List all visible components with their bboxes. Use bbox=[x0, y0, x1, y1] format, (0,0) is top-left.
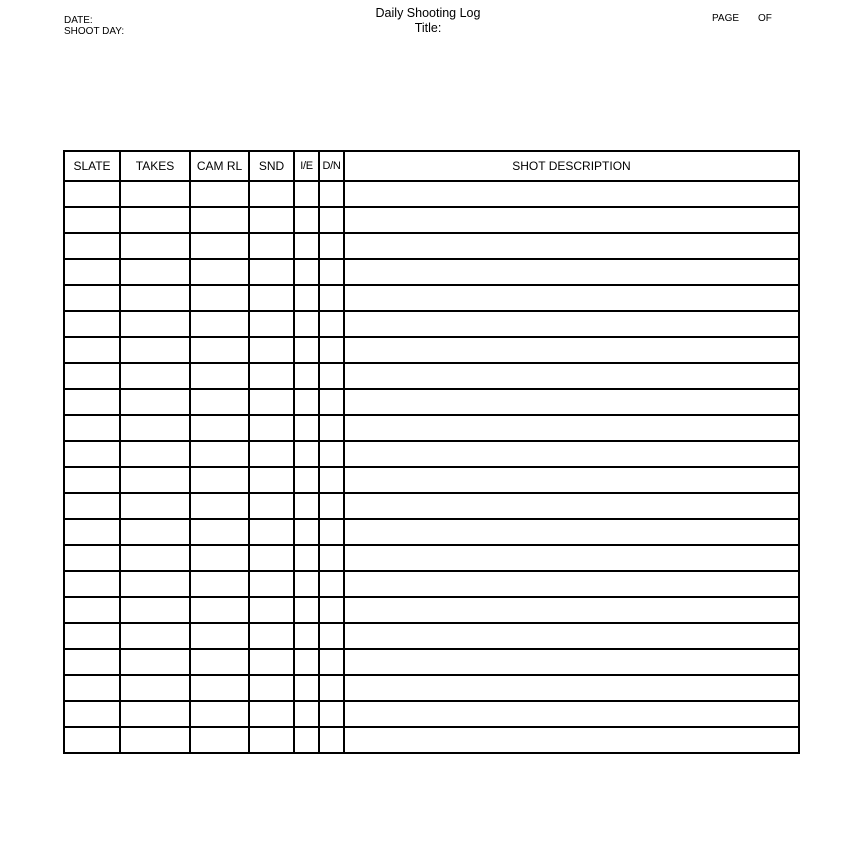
cell-snd[interactable] bbox=[249, 337, 294, 363]
page-label: PAGE bbox=[712, 13, 740, 24]
cell-slate[interactable] bbox=[64, 181, 120, 207]
cell-shot-description[interactable] bbox=[344, 545, 799, 571]
table-row bbox=[64, 727, 799, 753]
cell-snd[interactable] bbox=[249, 727, 294, 753]
cell-snd[interactable] bbox=[249, 545, 294, 571]
cell-cam-rl[interactable] bbox=[190, 259, 249, 285]
cell-ie[interactable] bbox=[294, 571, 319, 597]
cell-ie[interactable] bbox=[294, 337, 319, 363]
cell-slate[interactable] bbox=[64, 337, 120, 363]
table-row bbox=[64, 493, 799, 519]
table-row bbox=[64, 363, 799, 389]
cell-dn[interactable] bbox=[319, 701, 344, 727]
cell-takes[interactable] bbox=[120, 493, 190, 519]
cell-cam-rl[interactable] bbox=[190, 597, 249, 623]
cell-snd[interactable] bbox=[249, 181, 294, 207]
table-row bbox=[64, 337, 799, 363]
shooting-log-table bbox=[63, 150, 800, 754]
cell-takes[interactable] bbox=[120, 441, 190, 467]
cell-shot-description[interactable] bbox=[344, 441, 799, 467]
cell-snd[interactable] bbox=[249, 233, 294, 259]
column-header-takes: TAKES bbox=[120, 151, 190, 181]
cell-shot-description[interactable] bbox=[344, 415, 799, 441]
cell-takes[interactable] bbox=[120, 389, 190, 415]
cell-takes[interactable] bbox=[120, 233, 190, 259]
cell-cam-rl[interactable] bbox=[190, 181, 249, 207]
column-header-ie: I/E bbox=[294, 151, 319, 181]
cell-cam-rl[interactable] bbox=[190, 467, 249, 493]
cell-snd[interactable] bbox=[249, 415, 294, 441]
cell-slate[interactable] bbox=[64, 597, 120, 623]
cell-takes[interactable] bbox=[120, 519, 190, 545]
cell-shot-description[interactable] bbox=[344, 311, 799, 337]
date-label: DATE: bbox=[64, 15, 93, 26]
cell-dn[interactable] bbox=[319, 337, 344, 363]
cell-snd[interactable] bbox=[249, 571, 294, 597]
cell-slate[interactable] bbox=[64, 545, 120, 571]
cell-dn[interactable] bbox=[319, 441, 344, 467]
cell-slate[interactable] bbox=[64, 311, 120, 337]
cell-cam-rl[interactable] bbox=[190, 233, 249, 259]
cell-ie[interactable] bbox=[294, 675, 319, 701]
cell-dn[interactable] bbox=[319, 259, 344, 285]
cell-shot-description[interactable] bbox=[344, 181, 799, 207]
cell-dn[interactable] bbox=[319, 675, 344, 701]
cell-snd[interactable] bbox=[249, 311, 294, 337]
cell-dn[interactable] bbox=[319, 571, 344, 597]
cell-ie[interactable] bbox=[294, 493, 319, 519]
cell-cam-rl[interactable] bbox=[190, 311, 249, 337]
cell-ie[interactable] bbox=[294, 441, 319, 467]
cell-takes[interactable] bbox=[120, 207, 190, 233]
cell-dn[interactable] bbox=[319, 545, 344, 571]
cell-snd[interactable] bbox=[249, 597, 294, 623]
cell-slate[interactable] bbox=[64, 467, 120, 493]
cell-ie[interactable] bbox=[294, 259, 319, 285]
cell-shot-description[interactable] bbox=[344, 649, 799, 675]
cell-slate[interactable] bbox=[64, 363, 120, 389]
of-label: OF bbox=[758, 13, 772, 24]
column-header-dn: D/N bbox=[319, 151, 344, 181]
cell-dn[interactable] bbox=[319, 493, 344, 519]
cell-ie[interactable] bbox=[294, 285, 319, 311]
cell-slate[interactable] bbox=[64, 493, 120, 519]
cell-snd[interactable] bbox=[249, 207, 294, 233]
cell-takes[interactable] bbox=[120, 623, 190, 649]
table-row bbox=[64, 701, 799, 727]
cell-dn[interactable] bbox=[319, 467, 344, 493]
cell-cam-rl[interactable] bbox=[190, 675, 249, 701]
column-header-shot-description: SHOT DESCRIPTION bbox=[344, 151, 799, 181]
cell-slate[interactable] bbox=[64, 727, 120, 753]
table-row bbox=[64, 545, 799, 571]
table-row bbox=[64, 597, 799, 623]
cell-dn[interactable] bbox=[319, 389, 344, 415]
cell-takes[interactable] bbox=[120, 649, 190, 675]
cell-dn[interactable] bbox=[319, 311, 344, 337]
cell-snd[interactable] bbox=[249, 363, 294, 389]
table-row bbox=[64, 467, 799, 493]
cell-cam-rl[interactable] bbox=[190, 493, 249, 519]
cell-snd[interactable] bbox=[249, 389, 294, 415]
cell-shot-description[interactable] bbox=[344, 285, 799, 311]
cell-slate[interactable] bbox=[64, 259, 120, 285]
cell-snd[interactable] bbox=[249, 441, 294, 467]
title-label: Title: bbox=[414, 21, 442, 35]
cell-cam-rl[interactable] bbox=[190, 415, 249, 441]
cell-takes[interactable] bbox=[120, 363, 190, 389]
cell-cam-rl[interactable] bbox=[190, 545, 249, 571]
table-row bbox=[64, 311, 799, 337]
cell-takes[interactable] bbox=[120, 181, 190, 207]
cell-takes[interactable] bbox=[120, 259, 190, 285]
cell-snd[interactable] bbox=[249, 649, 294, 675]
table-row bbox=[64, 233, 799, 259]
cell-shot-description[interactable] bbox=[344, 389, 799, 415]
table-row bbox=[64, 259, 799, 285]
cell-dn[interactable] bbox=[319, 597, 344, 623]
cell-shot-description[interactable] bbox=[344, 259, 799, 285]
cell-cam-rl[interactable] bbox=[190, 285, 249, 311]
cell-dn[interactable] bbox=[319, 207, 344, 233]
cell-slate[interactable] bbox=[64, 441, 120, 467]
cell-ie[interactable] bbox=[294, 649, 319, 675]
cell-shot-description[interactable] bbox=[344, 363, 799, 389]
cell-ie[interactable] bbox=[294, 181, 319, 207]
cell-takes[interactable] bbox=[120, 545, 190, 571]
cell-ie[interactable] bbox=[294, 233, 319, 259]
cell-shot-description[interactable] bbox=[344, 233, 799, 259]
cell-cam-rl[interactable] bbox=[190, 207, 249, 233]
cell-cam-rl[interactable] bbox=[190, 623, 249, 649]
cell-cam-rl[interactable] bbox=[190, 337, 249, 363]
cell-takes[interactable] bbox=[120, 727, 190, 753]
table-row bbox=[64, 415, 799, 441]
cell-slate[interactable] bbox=[64, 285, 120, 311]
table-row bbox=[64, 519, 799, 545]
cell-slate[interactable] bbox=[64, 415, 120, 441]
cell-shot-description[interactable] bbox=[344, 571, 799, 597]
cell-cam-rl[interactable] bbox=[190, 571, 249, 597]
table-row bbox=[64, 675, 799, 701]
cell-ie[interactable] bbox=[294, 545, 319, 571]
cell-cam-rl[interactable] bbox=[190, 441, 249, 467]
cell-takes[interactable] bbox=[120, 337, 190, 363]
cell-takes[interactable] bbox=[120, 675, 190, 701]
cell-slate[interactable] bbox=[64, 519, 120, 545]
cell-shot-description[interactable] bbox=[344, 519, 799, 545]
cell-slate[interactable] bbox=[64, 649, 120, 675]
cell-snd[interactable] bbox=[249, 259, 294, 285]
cell-shot-description[interactable] bbox=[344, 623, 799, 649]
cell-slate[interactable] bbox=[64, 623, 120, 649]
cell-ie[interactable] bbox=[294, 389, 319, 415]
cell-shot-description[interactable] bbox=[344, 207, 799, 233]
log-title: Daily Shooting Log bbox=[375, 6, 481, 20]
cell-ie[interactable] bbox=[294, 519, 319, 545]
cell-snd[interactable] bbox=[249, 675, 294, 701]
table-row bbox=[64, 441, 799, 467]
cell-snd[interactable] bbox=[249, 623, 294, 649]
cell-snd[interactable] bbox=[249, 701, 294, 727]
column-header-cam-rl: CAM RL bbox=[190, 151, 249, 181]
cell-cam-rl[interactable] bbox=[190, 519, 249, 545]
table-row bbox=[64, 649, 799, 675]
cell-snd[interactable] bbox=[249, 493, 294, 519]
cell-ie[interactable] bbox=[294, 623, 319, 649]
cell-dn[interactable] bbox=[319, 363, 344, 389]
cell-ie[interactable] bbox=[294, 467, 319, 493]
table-row bbox=[64, 623, 799, 649]
cell-dn[interactable] bbox=[319, 649, 344, 675]
table-row bbox=[64, 181, 799, 207]
cell-slate[interactable] bbox=[64, 675, 120, 701]
cell-takes[interactable] bbox=[120, 597, 190, 623]
cell-cam-rl[interactable] bbox=[190, 389, 249, 415]
table-row bbox=[64, 389, 799, 415]
cell-takes[interactable] bbox=[120, 701, 190, 727]
cell-takes[interactable] bbox=[120, 467, 190, 493]
table-row bbox=[64, 571, 799, 597]
cell-ie[interactable] bbox=[294, 363, 319, 389]
cell-snd[interactable] bbox=[249, 285, 294, 311]
cell-cam-rl[interactable] bbox=[190, 649, 249, 675]
cell-ie[interactable] bbox=[294, 311, 319, 337]
cell-shot-description[interactable] bbox=[344, 337, 799, 363]
cell-shot-description[interactable] bbox=[344, 597, 799, 623]
table-header-row bbox=[64, 151, 799, 181]
cell-takes[interactable] bbox=[120, 285, 190, 311]
cell-ie[interactable] bbox=[294, 597, 319, 623]
cell-dn[interactable] bbox=[319, 233, 344, 259]
cell-slate[interactable] bbox=[64, 233, 120, 259]
cell-dn[interactable] bbox=[319, 415, 344, 441]
cell-cam-rl[interactable] bbox=[190, 363, 249, 389]
cell-dn[interactable] bbox=[319, 519, 344, 545]
cell-shot-description[interactable] bbox=[344, 701, 799, 727]
cell-dn[interactable] bbox=[319, 181, 344, 207]
column-header-slate: SLATE bbox=[64, 151, 120, 181]
cell-dn[interactable] bbox=[319, 285, 344, 311]
cell-snd[interactable] bbox=[249, 519, 294, 545]
cell-dn[interactable] bbox=[319, 727, 344, 753]
cell-slate[interactable] bbox=[64, 571, 120, 597]
cell-ie[interactable] bbox=[294, 727, 319, 753]
date-shootday-block bbox=[64, 15, 124, 37]
cell-slate[interactable] bbox=[64, 701, 120, 727]
cell-shot-description[interactable] bbox=[344, 675, 799, 701]
table-row bbox=[64, 207, 799, 233]
cell-dn[interactable] bbox=[319, 623, 344, 649]
cell-ie[interactable] bbox=[294, 207, 319, 233]
column-header-snd: SND bbox=[249, 151, 294, 181]
cell-shot-description[interactable] bbox=[344, 467, 799, 493]
cell-snd[interactable] bbox=[249, 467, 294, 493]
cell-shot-description[interactable] bbox=[344, 493, 799, 519]
cell-shot-description[interactable] bbox=[344, 727, 799, 753]
cell-ie[interactable] bbox=[294, 701, 319, 727]
cell-slate[interactable] bbox=[64, 389, 120, 415]
cell-ie[interactable] bbox=[294, 415, 319, 441]
cell-cam-rl[interactable] bbox=[190, 701, 249, 727]
header-title-block bbox=[328, 6, 528, 36]
cell-takes[interactable] bbox=[120, 571, 190, 597]
cell-slate[interactable] bbox=[64, 207, 120, 233]
shoot-day-label: SHOOT DAY: bbox=[64, 26, 125, 37]
cell-takes[interactable] bbox=[120, 311, 190, 337]
cell-cam-rl[interactable] bbox=[190, 727, 249, 753]
table-row bbox=[64, 285, 799, 311]
table-body bbox=[64, 181, 799, 753]
cell-takes[interactable] bbox=[120, 415, 190, 441]
